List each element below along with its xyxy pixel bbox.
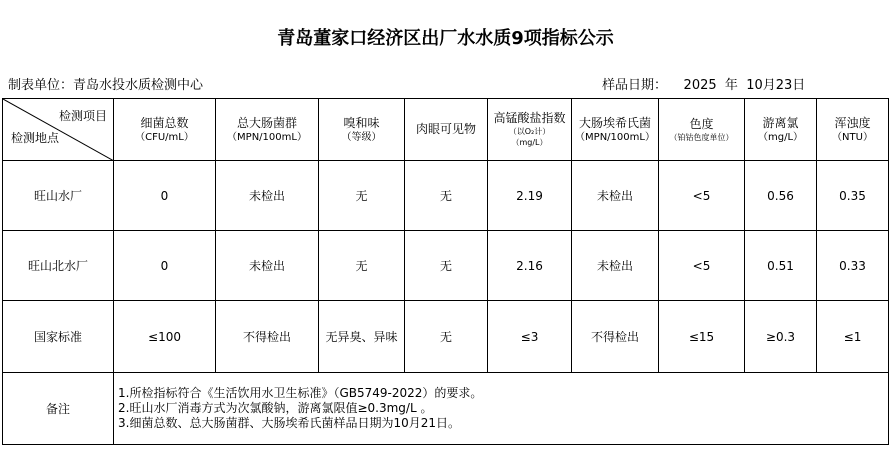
col-sub: （以O₂计） [508,127,551,136]
date-year-unit: 年 [724,78,738,93]
col-header [114,99,216,161]
note-line: 1.所检指标符合《生活饮用水卫生标准》（GB5749-2022）的要求。 [118,386,483,400]
site-cell: 国家标准 [3,301,114,373]
value-cell: ≤3 [488,301,572,373]
date-label: 样品日期： [602,78,668,93]
value-cell: <5 [659,161,745,231]
site-cell: 旺山水厂 [3,161,114,231]
corner-header-cell [3,99,114,161]
notes-label-cell: 备注 [3,373,114,445]
value-cell: ≥0.3 [745,301,817,373]
value-cell: 未检出 [216,161,319,231]
value-cell: 0.51 [745,231,817,301]
col-header [488,99,572,161]
col-header [319,99,405,161]
col-unit: （MPN/100mL） [575,131,655,143]
col-unit: （mg/L） [511,138,548,147]
col-name: 高锰酸盐指数 [493,111,566,125]
water-quality-table [2,98,889,445]
note-line: 3.细菌总数、总大肠菌群、大肠埃希氏菌样品日期为10月21日。 [118,416,460,430]
value-cell: 未检出 [216,231,319,301]
col-name: 嗅和味 [343,115,380,130]
value-cell: 不得检出 [572,301,659,373]
col-name: 大肠埃希氏菌 [578,115,651,130]
col-unit: （铂钴色度单位） [669,132,734,142]
col-unit: （MPN/100mL） [227,131,307,143]
page-title: 青岛董家口经济区出厂水水质9项指标公示 [277,28,614,49]
value-cell: 0.33 [817,231,889,301]
col-header [405,99,488,161]
col-name: 总大肠菌群 [236,115,297,130]
site-cell: 旺山北水厂 [3,231,114,301]
header-row [3,99,889,161]
value-cell: ≤1 [817,301,889,373]
value-cell: <5 [659,231,745,301]
col-name: 细菌总数 [140,115,189,130]
sample-date-info [602,74,805,93]
notes-cell [114,373,889,445]
corner-bottom-label: 检测地点 [11,131,60,145]
value-cell: ≤100 [114,301,216,373]
col-header [817,99,889,161]
col-header [659,99,745,161]
value-cell: 0 [114,161,216,231]
table-row [3,231,889,301]
value-cell: 无 [405,231,488,301]
value-cell: 0.35 [817,161,889,231]
value-cell: 0.56 [745,161,817,231]
col-name: 游离氯 [762,115,799,130]
col-unit: （NTU） [832,131,873,143]
value-cell: 2.16 [488,231,572,301]
value-cell: 无 [405,161,488,231]
col-header [745,99,817,161]
notes-row [3,373,889,445]
date-year: 2025 [683,78,717,93]
maker-label: 制表单位： [8,78,74,93]
col-unit: （mg/L） [757,131,804,143]
value-cell: 未检出 [572,161,659,231]
note-line: 2.旺山水厂消毒方式为次氯酸钠，游离氯限值≥0.3mg/L 。 [118,401,433,415]
col-unit: （等级） [341,131,382,143]
value-cell: 未检出 [572,231,659,301]
col-name: 色度 [689,116,714,131]
maker-value: 青岛水投水质检测中心 [73,78,204,93]
value-cell: 0 [114,231,216,301]
table-row [3,161,889,231]
table-row [3,301,889,373]
value-cell: 不得检出 [216,301,319,373]
corner-top-label: 检测项目 [58,109,107,123]
value-cell: ≤15 [659,301,745,373]
col-name: 肉眼可见物 [415,122,476,136]
col-header [572,99,659,161]
value-cell: 无 [319,161,405,231]
date-month-day: 10月23日 [746,78,806,93]
col-name: 浑浊度 [834,115,871,130]
value-cell: 无异臭、异味 [319,301,405,373]
value-cell: 无 [319,231,405,301]
maker-info [8,74,203,93]
col-header [216,99,319,161]
value-cell: 无 [405,301,488,373]
col-unit: （CFU/mL） [135,131,194,143]
value-cell: 2.19 [488,161,572,231]
